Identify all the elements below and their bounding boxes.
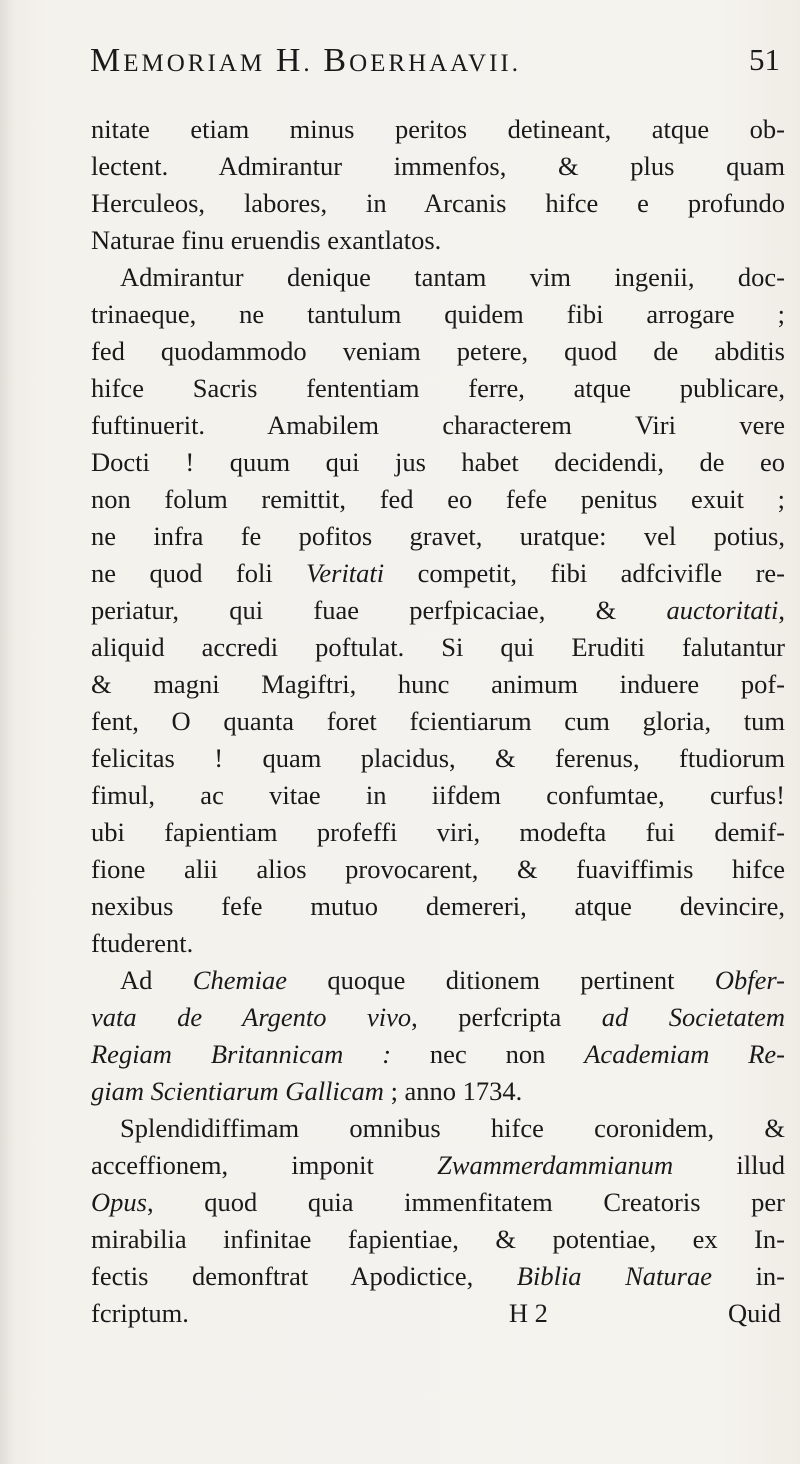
running-title-word: H. <box>275 42 313 79</box>
running-title-word: MEMORIAM <box>90 42 266 79</box>
text-line <box>91 814 785 851</box>
text-segment: competit, fibi adfcivifle re- <box>384 558 785 588</box>
text-segment: acceffionem, imponit <box>91 1150 438 1180</box>
text-line <box>91 592 785 629</box>
italic-text-segment: Zwammerdammianum <box>437 1150 674 1180</box>
text-segment: ftuderent. <box>91 928 194 958</box>
italic-text-segment: Regiam Britannicam : <box>91 1039 392 1069</box>
running-title <box>90 42 521 80</box>
italic-text-segment: giam Scientiarum Gallicam <box>91 1076 384 1106</box>
text-line <box>91 888 785 925</box>
text-segment: Ad <box>120 965 193 995</box>
page-header <box>90 42 780 92</box>
text-segment: ne infra fe pofitos gravet, uratque: vel potius, <box>91 521 785 551</box>
text-segment: Herculeos, labores, in Arcanis hifce e profundo <box>91 188 785 218</box>
text-line <box>91 1110 785 1147</box>
text-line <box>91 481 785 518</box>
text-segment: lectent. Admirantur immenfos, & plus quam <box>91 151 785 181</box>
text-line <box>91 1073 785 1110</box>
text-line <box>91 222 785 259</box>
text-segment: , quod quia immenfitatem Creatoris per <box>146 1187 785 1217</box>
text-line <box>91 111 785 148</box>
text-line <box>91 1221 785 1258</box>
text-segment: felicitas ! quam placidus, & ferenus, ftudiorum <box>91 743 785 773</box>
text-segment: trinaeque, ne tantulum quidem fibi arrogare ; <box>91 299 785 329</box>
text-line <box>91 518 785 555</box>
text-line <box>91 555 785 592</box>
text-segment: , <box>778 595 785 625</box>
text-segment: periatur, qui fuae perfpicaciae, & <box>91 595 667 625</box>
italic-text-segment: Chemiae <box>192 965 287 995</box>
text-line <box>91 148 785 185</box>
text-line <box>91 259 785 296</box>
text-segment: Naturae finu eruendis exantlatos. <box>91 225 442 255</box>
catchword: Quid <box>727 1298 781 1328</box>
binding-shadow <box>0 0 14 1464</box>
italic-text-segment: vata de Argento vivo <box>91 1002 412 1032</box>
text-segment: aliquid accredi poftulat. Si qui Eruditi falutantur <box>91 632 785 662</box>
body-text <box>91 111 785 1332</box>
text-segment: fectis demonftrat Apodictice, <box>91 1261 517 1291</box>
italic-text-segment: ad Societatem <box>601 1002 785 1032</box>
text-line <box>91 185 785 222</box>
final-word: fcriptum. <box>91 1298 189 1328</box>
italic-text-segment: Veritati <box>306 558 385 588</box>
text-segment: Admirantur denique tantam vim ingenii, doc- <box>120 262 785 292</box>
text-segment: in- <box>712 1261 786 1291</box>
text-segment: nitate etiam minus peritos detineant, atque ob- <box>91 114 785 144</box>
text-segment: Splendidiffimam omnibus hifce coronidem, & <box>120 1113 785 1143</box>
text-line <box>91 925 785 962</box>
text-segment: Docti ! quum qui jus habet decidendi, de eo <box>91 447 785 477</box>
text-line <box>91 1184 785 1221</box>
text-segment: mirabilia infinitae fapientiae, & potentiae, ex In- <box>91 1224 785 1254</box>
signature-mark: H 2 <box>508 1298 548 1328</box>
italic-text-segment: Biblia Naturae <box>516 1261 712 1291</box>
text-line <box>91 851 785 888</box>
italic-text-segment: Obfer- <box>714 965 785 995</box>
text-line <box>91 296 785 333</box>
text-line <box>91 666 785 703</box>
text-segment: illud <box>673 1150 785 1180</box>
text-segment: nec non <box>391 1039 585 1069</box>
text-segment: fuftinuerit. Amabilem characterem Viri vere <box>91 410 785 440</box>
italic-text-segment: Academiam Re- <box>584 1039 786 1069</box>
text-segment: hifce Sacris fententiam ferre, atque publicare, <box>91 373 785 403</box>
text-line <box>91 333 785 370</box>
text-segment: non folum remittit, fed eo fefe penitus exuit ; <box>91 484 785 514</box>
text-segment: fed quodammodo veniam petere, quod de abditis <box>91 336 785 366</box>
text-line <box>91 629 785 666</box>
text-lines <box>91 111 785 1295</box>
text-segment: fimul, ac vitae in iifdem confumtae, curfus! <box>91 780 785 810</box>
page-foot-line <box>91 1295 785 1332</box>
text-line <box>91 962 785 999</box>
text-segment: nexibus fefe mutuo demereri, atque devincire, <box>91 891 785 921</box>
text-line <box>91 999 785 1036</box>
text-segment: ne quod foli <box>91 558 307 588</box>
text-line <box>91 740 785 777</box>
text-segment: fent, O quanta foret fcientiarum cum gloria, tum <box>91 706 785 736</box>
italic-text-segment: auctoritati <box>666 595 779 625</box>
text-line <box>91 703 785 740</box>
text-line <box>91 444 785 481</box>
italic-text-segment: Opus <box>91 1187 147 1217</box>
text-segment: fione alii alios provocarent, & fuaviffimis hifce <box>91 854 785 884</box>
text-line <box>91 370 785 407</box>
text-line <box>91 777 785 814</box>
running-title-word: BOERHAAVII. <box>323 42 521 79</box>
text-segment: ; anno 1734. <box>383 1076 523 1106</box>
text-segment: ubi fapientiam profeffi viri, modefta fui demif- <box>91 817 785 847</box>
text-line <box>91 1036 785 1073</box>
page-number: 51 <box>749 42 780 77</box>
text-segment: , perfcripta <box>411 1002 602 1032</box>
text-segment: quoque ditionem pertinent <box>286 965 715 995</box>
text-segment: & magni Magiftri, hunc animum induere pof- <box>91 669 785 699</box>
text-line <box>91 1147 785 1184</box>
text-line <box>91 407 785 444</box>
text-line <box>91 1258 785 1295</box>
